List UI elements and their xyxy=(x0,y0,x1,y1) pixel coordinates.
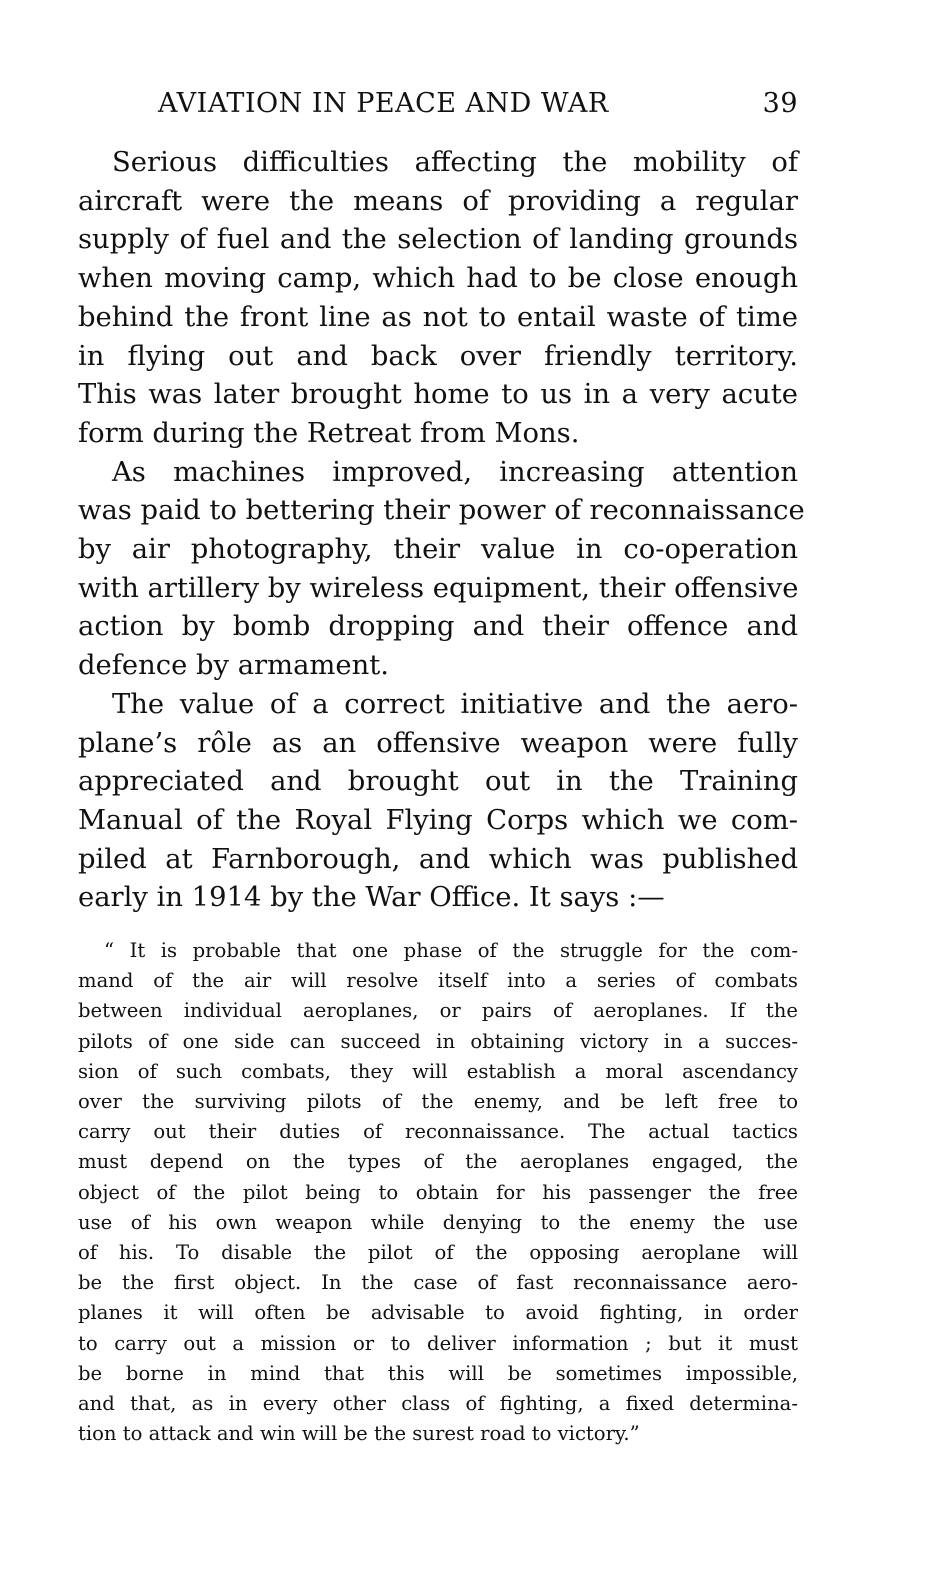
paragraph-3 xyxy=(78,686,798,918)
block-quote xyxy=(78,936,798,1449)
quote-line: object of the pilot being to obtain for his passenger the free xyxy=(78,1180,798,1204)
paragraph-1 xyxy=(78,144,798,454)
quote-line: mand of the air will resolve itself into a series of combats xyxy=(78,969,798,993)
text-line: early in 1914 by the War Office. It says :— xyxy=(78,882,665,914)
text-line: with artillery by wireless equipment, their offensive xyxy=(78,572,799,604)
running-head-title: AVIATION IN PEACE AND WAR xyxy=(158,88,609,119)
text-line: plane’s rôle as an offensive weapon were fully xyxy=(78,727,798,759)
text-line: This was later brought home to us in a very acute xyxy=(78,379,798,411)
text-line: aircraft were the means of providing a regular xyxy=(78,185,798,217)
quote-line: use of his own weapon while denying to the enemy the use xyxy=(78,1210,798,1234)
page-number: 39 xyxy=(762,88,798,119)
quote-line: tion to attack and win will be the surest road to victory.” xyxy=(78,1422,640,1446)
text-line: piled at Farnborough, and which was published xyxy=(78,843,798,875)
text-line: when moving camp, which had to be close enough xyxy=(78,263,798,295)
quote-line: between individual aeroplanes, or pairs of aeroplanes. If the xyxy=(78,999,798,1023)
quote-line: to carry out a mission or to deliver information ; but it must xyxy=(78,1331,798,1355)
text-line: defence by armament. xyxy=(78,650,389,682)
running-head xyxy=(78,88,798,128)
text-line: supply of fuel and the selection of landing grounds xyxy=(78,224,798,256)
text-line: behind the front line as not to entail waste of time xyxy=(78,301,798,333)
quote-line: must depend on the types of the aeroplanes engaged, the xyxy=(78,1150,798,1174)
quote-line: “ It is probable that one phase of the struggle for the com- xyxy=(104,939,798,962)
quote-line: and that, as in every other class of fighting, a fixed determina- xyxy=(78,1392,798,1416)
text-line: appreciated and brought out in the Training xyxy=(78,766,798,798)
text-line: was paid to bettering their power of reconnaissance xyxy=(78,495,805,527)
text-line: action by bomb dropping and their offence and xyxy=(78,611,798,643)
quote-line: sion of such combats, they will establish a moral ascendancy xyxy=(78,1059,798,1083)
text-line: by air photography, their value in co-operation xyxy=(78,534,798,566)
quote-line: of his. To disable the pilot of the opposing aeroplane will xyxy=(78,1241,798,1265)
quote-line: pilots of one side can succeed in obtaining victory in a succes- xyxy=(78,1029,798,1053)
quote-line: planes it will often be advisable to avoid fighting, in order xyxy=(78,1301,798,1325)
quote-line: be borne in mind that this will be sometimes impossible, xyxy=(78,1361,798,1385)
text-line: Serious difficulties affecting the mobility of xyxy=(112,147,798,178)
paragraph-2 xyxy=(78,454,805,686)
quote-line: be the first object. In the case of fast reconnaissance aero- xyxy=(78,1271,798,1295)
text-line: Manual of the Royal Flying Corps which we com- xyxy=(78,804,798,836)
quote-line: over the surviving pilots of the enemy, and be left free to xyxy=(78,1090,798,1114)
text-line: The value of a correct initiative and the aero- xyxy=(112,688,798,720)
quote-line: carry out their duties of reconnaissance. The actual tactics xyxy=(78,1120,798,1144)
text-line: form during the Retreat from Mons. xyxy=(78,417,580,449)
text-line: As machines improved, increasing attention xyxy=(112,456,798,488)
body-text xyxy=(78,144,805,918)
text-line: in flying out and back over friendly territory. xyxy=(78,340,798,372)
